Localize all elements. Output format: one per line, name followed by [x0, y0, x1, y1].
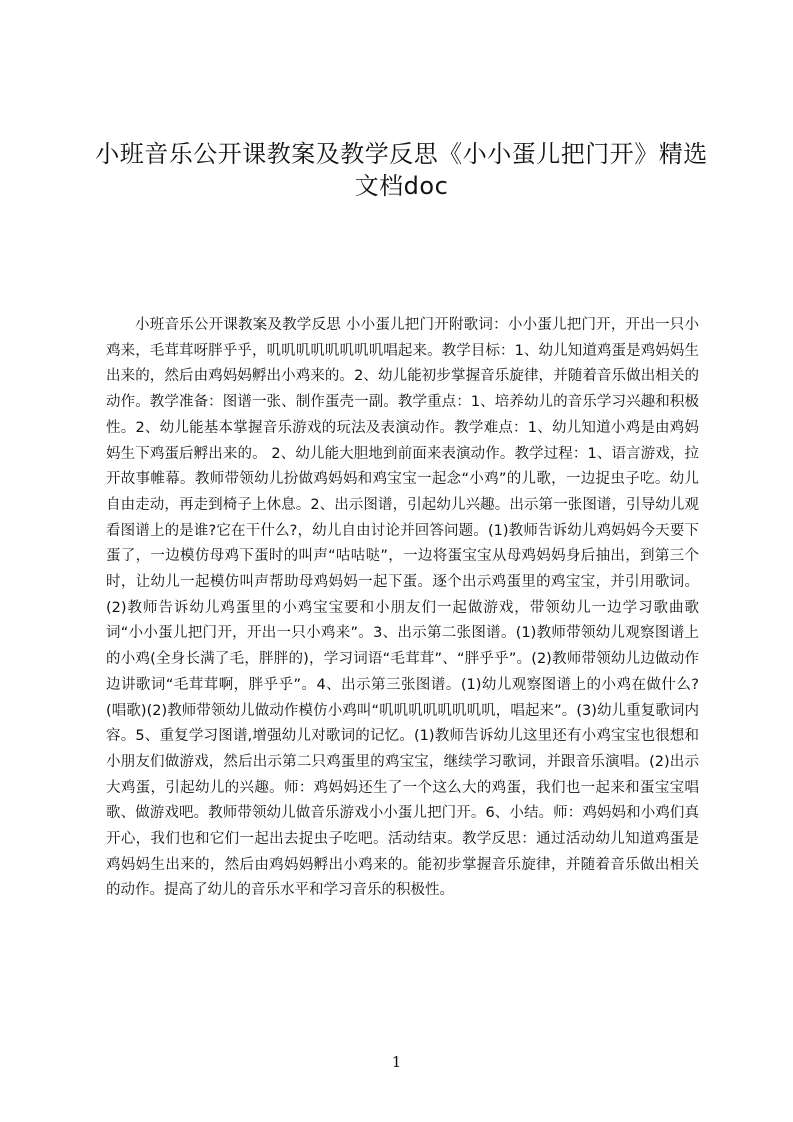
page-number: 1 [391, 1053, 402, 1071]
document-body: 小班音乐公开课教案及教学反思 小小蛋儿把门开附歌词：小小蛋儿把门开，开出一只小鸡来，毛茸茸呀胖乎乎，叽叽叽叽叽叽叽叽唱起来。教学目标：1、幼儿知道鸡蛋是鸡妈妈生出来的，然后由鸡妈妈孵出小鸡来的。2、幼儿能初步掌握音乐旋律，并随着音乐做出相关的动作。教学准备：图谱一张、制作蛋壳一副。教学重点：1、培养幼儿的音乐学习兴趣和积极性。2、幼儿能基本掌握音乐游戏的玩法及表演动作。教学难点：1、幼儿知道小鸡是由鸡妈妈生下鸡蛋后孵出来的。 2、幼儿能大胆地到前面来表演动作。教学过程：1、语言游戏，拉开故事帷幕。教师带领幼儿扮做鸡妈妈和鸡宝宝一起念“小鸡”的儿歌，一边捉虫子吃。幼儿自由走动，再走到椅子上休息。2、出示图谱，引起幼儿兴趣。出示第一张图谱，引导幼儿观看图谱上的是谁?它在干什么?，幼儿自由讨论并回答问题。(1)教师告诉幼儿鸡妈妈今天要下蛋了，一边模仿母鸡下蛋时的叫声“咕咕哒”，一边将蛋宝宝从母鸡妈妈身后抽出，到第三个时，让幼儿一起模仿叫声帮助母鸡妈妈一起下蛋。逐个出示鸡蛋里的鸡宝宝，并引用歌词。(2)教师告诉幼儿鸡蛋里的小鸡宝宝要和小朋友们一起做游戏，带领幼儿一边学习歌曲歌词“小小蛋儿把门开，开出一只小鸡来”。3、出示第二张图谱。(1)教师带领幼儿观察图谱上的小鸡(全身长满了毛，胖胖的)，学习词语“毛茸茸”、“胖乎乎”。(2)教师带领幼儿边做动作边讲歌词“毛茸茸啊，胖乎乎”。4、出示第三张图谱。(1)幼儿观察图谱上的小鸡在做什么?(唱歌)(2)教师带领幼儿做动作模仿小鸡叫“叽叽叽叽叽叽叽叽，唱起来”。(3)幼儿重复歌词内容。5、重复学习图谱,增强幼儿对歌词的记忆。(1)教师告诉幼儿这里还有小鸡宝宝也很想和小朋友们做游戏，然后出示第二只鸡蛋里的鸡宝宝，继续学习歌词，并跟音乐演唱。(2)出示大鸡蛋，引起幼儿的兴趣。师：鸡妈妈还生了一个这么大的鸡蛋，我们也一起来和蛋宝宝唱歌、做游戏吧。教师带领幼儿做音乐游戏小小蛋儿把门开。6、小结。师：鸡妈妈和小鸡们真开心，我们也和它们一起出去捉虫子吃吧。活动结束。教学反思：通过活动幼儿知道鸡蛋是鸡妈妈生出来的，然后由鸡妈妈孵出小鸡来的。能初步掌握音乐旋律，并随着音乐做出相关的动作。提高了幼儿的音乐水平和学习音乐的积极性。 [106, 317, 699, 899]
document-title: 小班音乐公开课教案及教学反思《小小蛋儿把门开》精选文档doc [95, 140, 708, 200]
